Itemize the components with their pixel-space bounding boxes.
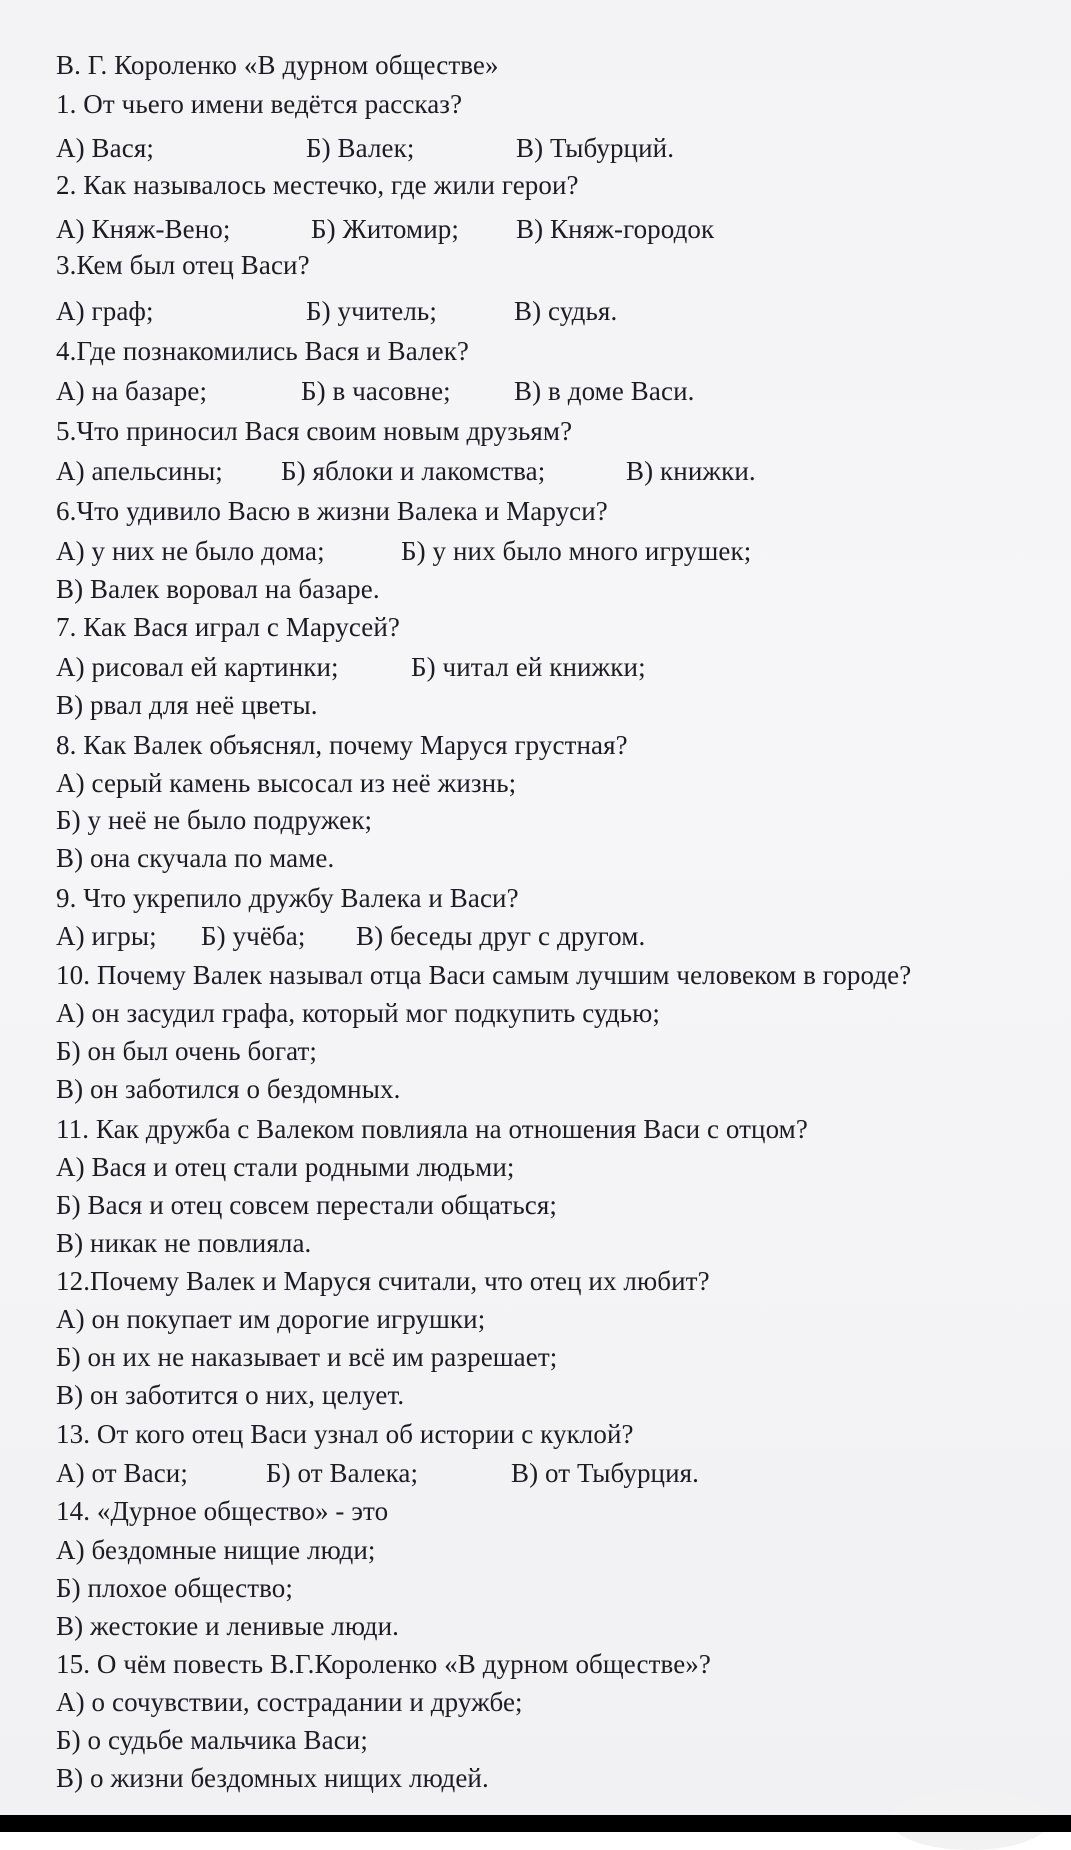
answer-row-13 [56,1456,699,1490]
answer-14b: Б) плохое общество; [56,1573,293,1603]
answer-11a: А) Вася и отец стали родными людьми; [56,1152,515,1182]
answer-row-7 [56,650,646,684]
question-15: 15. О чём повесть В.Г.Короленко «В дурном обществе»? [56,1649,711,1679]
question-10: 10. Почему Валек называл отца Васи самым лучшим человеком в городе? [56,960,912,990]
answer-row-3 [56,294,617,328]
answer-2b: Б) Житомир; [311,214,459,244]
document-title: В. Г. Короленко «В дурном обществе» [56,50,499,80]
answer-row-9 [56,919,645,953]
answer-14a: А) бездомные нищие люди; [56,1535,376,1565]
answer-9a: А) игры; [56,921,157,951]
answer-6b: Б) у них было много игрушек; [401,536,752,566]
answer-13b: Б) от Валека; [266,1458,419,1488]
answer-4c: В) в доме Васи. [514,376,695,406]
answer-5a: А) апельсины; [56,456,223,486]
question-9: 9. Что укрепило дружбу Валека и Васи? [56,883,519,913]
answer-14c: В) жестокие и ленивые люди. [56,1611,400,1641]
answer-9c: В) беседы друг с другом. [356,921,646,951]
answer-5b: Б) яблоки и лакомства; [281,456,546,486]
answer-15a: А) о сочувствии, сострадании и дружбе; [56,1687,523,1717]
question-3: 3.Кем был отец Васи? [56,250,310,280]
answer-10c: В) он заботился о бездомных. [56,1074,401,1104]
question-1: 1. От чьего имени ведётся рассказ? [56,89,463,119]
answer-12c: В) он заботится о них, целует. [56,1380,405,1410]
answer-7a: А) рисовал ей картинки; [56,652,339,682]
answer-8c: В) она скучала по маме. [56,843,335,873]
question-12: 12.Почему Валек и Маруся считали, что отец их любит? [56,1266,710,1296]
answer-2c: В) Княж-городок [516,214,715,244]
answer-3c: В) судья. [514,296,618,326]
answer-8b: Б) у неё не было подружек; [56,805,373,835]
question-7: 7. Как Вася играл с Марусей? [56,612,401,642]
answer-4b: Б) в часовне; [301,376,451,406]
answer-13c: В) от Тыбурция. [511,1458,700,1488]
question-13: 13. От кого отец Васи узнал об истории с куклой? [56,1419,634,1449]
answer-7c: В) рвал для неё цветы. [56,690,318,720]
question-4: 4.Где познакомились Вася и Валек? [56,336,470,366]
answer-row-2 [56,212,714,246]
answer-9b: Б) учёба; [201,921,306,951]
answer-5c: В) книжки. [626,456,756,486]
question-5: 5.Что приносил Вася своим новым друзьям? [56,416,573,446]
answer-4a: А) на базаре; [56,376,208,406]
answer-3b: Б) учитель; [306,296,437,326]
answer-2a: А) Княж-Вено; [56,214,231,244]
answer-12a: А) он покупает им дорогие игрушки; [56,1304,486,1334]
question-14: 14. «Дурное общество» - это [56,1496,389,1526]
answer-6a: А) у них не было дома; [56,536,325,566]
answer-15b: Б) о судьбе мальчика Васи; [56,1725,368,1755]
answer-7b: Б) читал ей книжки; [411,652,646,682]
answer-8a: А) серый камень высосал из неё жизнь; [56,768,517,798]
answer-row-5 [56,454,756,488]
answer-15c: В) о жизни бездомных нищих людей. [56,1763,489,1793]
question-2: 2. Как называлось местечко, где жили герои? [56,170,579,200]
answer-1a: А) Вася; [56,133,154,163]
bottom-bar [0,1815,1071,1832]
answer-10b: Б) он был очень богат; [56,1036,318,1066]
answer-11c: В) никак не повлияла. [56,1228,312,1258]
answer-row-4 [56,374,694,408]
question-6: 6.Что удивило Васю в жизни Валека и Маруси? [56,496,608,526]
answer-12b: Б) он их не наказывает и всё им разрешает; [56,1342,558,1372]
answer-11b: Б) Вася и отец совсем перестали общаться; [56,1190,557,1220]
answer-row-1 [56,131,674,165]
answer-row-6 [56,534,751,568]
answer-10a: А) он засудил графа, который мог подкупить судью; [56,998,661,1028]
question-11: 11. Как дружба с Валеком повлияла на отношения Васи с отцом? [56,1114,808,1144]
answer-6c: В) Валек воровал на базаре. [56,574,380,604]
answer-1b: Б) Валек; [306,133,415,163]
question-8: 8. Как Валек объяснял, почему Маруся грустная? [56,730,628,760]
answer-13a: А) от Васи; [56,1458,188,1488]
answer-3a: А) граф; [56,296,154,326]
answer-1c: В) Тыбурций. [516,133,675,163]
